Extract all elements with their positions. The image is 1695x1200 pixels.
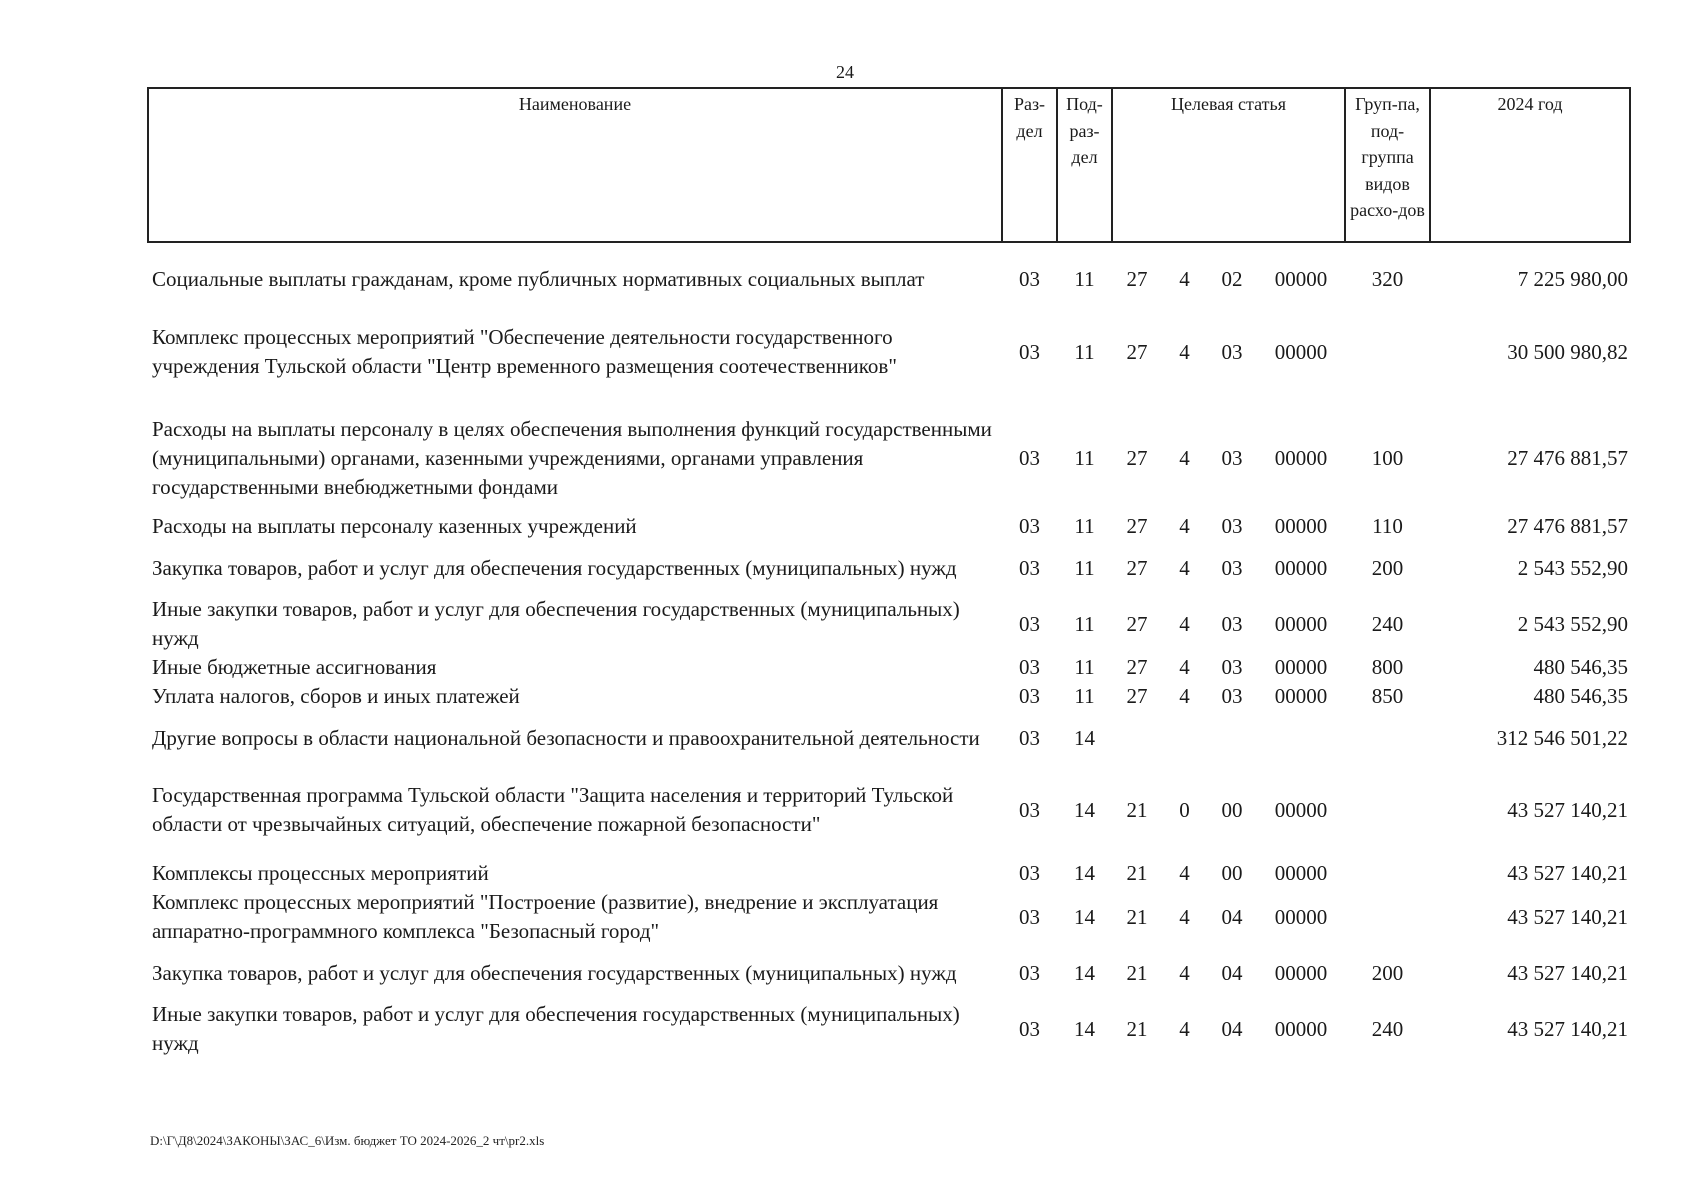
row-cs4: 00000 [1274, 960, 1328, 985]
row-cs2: 4 [1179, 339, 1190, 364]
table-row [148, 711, 1630, 765]
row-podrazdel: 14 [1074, 725, 1095, 750]
row-cs2: 4 [1179, 960, 1190, 985]
row-podrazdel: 11 [1074, 267, 1095, 291]
row-amount: 480 546,35 [1533, 684, 1629, 708]
row-cs3: 03 [1221, 684, 1243, 708]
header-year: 2024 год [1430, 88, 1630, 242]
row-cs4: 00000 [1274, 904, 1328, 929]
row-name: Государственная программа Тульской области "Защита населения и территорий Тульской области от чрезвычайных ситуаций, обеспечение пожарной безопасности" [152, 783, 954, 836]
row-amount: 480 546,35 [1533, 655, 1629, 679]
row-podrazdel: 11 [1074, 684, 1095, 708]
row-group: 850 [1371, 684, 1404, 708]
row-name: Уплата налогов, сборов и иных платежей [152, 684, 520, 708]
row-amount: 2 543 552,90 [1517, 555, 1629, 580]
row-name: Комплексы процессных мероприятий [152, 861, 489, 885]
row-razdel: 03 [1019, 1016, 1040, 1041]
row-amount: 43 527 140,21 [1507, 797, 1629, 822]
row-podrazdel: 11 [1074, 445, 1095, 470]
row-cs2: 4 [1179, 445, 1190, 470]
row-razdel: 03 [1019, 684, 1040, 708]
row-cs1: 21 [1126, 797, 1148, 822]
row-cs3 [1207, 711, 1257, 765]
row-cs1: 21 [1126, 1016, 1148, 1041]
row-cs1: 27 [1126, 611, 1148, 636]
table-row [148, 946, 1630, 1000]
table-row [148, 398, 1630, 506]
row-cs4 [1257, 711, 1345, 765]
row-name: Расходы на выплаты персоналу казенных учреждений [152, 514, 637, 538]
row-amount: 43 527 140,21 [1507, 1016, 1629, 1041]
row-cs3: 02 [1221, 267, 1243, 291]
row-cs2: 4 [1179, 267, 1190, 291]
row-razdel: 03 [1019, 960, 1040, 985]
row-cs2: 4 [1179, 514, 1190, 538]
row-group: 100 [1371, 445, 1404, 470]
row-cs1: 21 [1126, 960, 1148, 985]
row-podrazdel: 11 [1074, 339, 1095, 364]
budget-table [147, 87, 1631, 1058]
table-row [148, 306, 1630, 398]
row-amount: 312 546 501,22 [1496, 725, 1629, 750]
row-cs3: 00 [1221, 797, 1243, 822]
row-group [1345, 888, 1430, 946]
row-cs3: 00 [1221, 861, 1243, 885]
table-row [148, 682, 1630, 711]
row-cs4: 00000 [1274, 555, 1328, 580]
row-podrazdel: 11 [1074, 655, 1095, 679]
row-razdel: 03 [1019, 655, 1040, 679]
row-cs2: 4 [1179, 1016, 1190, 1041]
table-row [148, 1000, 1630, 1058]
row-name: Социальные выплаты гражданам, кроме публичных нормативных социальных выплат [152, 267, 925, 291]
header-name: Наименование [148, 88, 1002, 242]
row-name: Иные бюджетные ассигнования [152, 655, 437, 679]
row-podrazdel: 14 [1074, 904, 1095, 929]
row-cs4: 00000 [1274, 1016, 1328, 1041]
row-cs1: 27 [1126, 514, 1148, 538]
table-row [148, 765, 1630, 845]
row-amount: 7 225 980,00 [1517, 267, 1629, 291]
table-row [148, 506, 1630, 541]
row-group: 200 [1371, 960, 1404, 985]
row-cs1: 27 [1126, 555, 1148, 580]
row-group: 110 [1372, 514, 1403, 538]
row-cs1: 27 [1126, 267, 1148, 291]
row-cs2: 4 [1179, 684, 1190, 708]
row-razdel: 03 [1019, 797, 1040, 822]
row-cs1: 21 [1126, 861, 1148, 885]
row-amount: 2 543 552,90 [1517, 611, 1629, 636]
row-amount: 27 476 881,57 [1507, 514, 1629, 538]
table-row [148, 888, 1630, 946]
table-header [148, 88, 1630, 242]
row-name: Комплекс процессных мероприятий "Обеспечение деятельности государственного учреждения Тульской области "Центр временного размещения соотечественников" [152, 325, 897, 378]
row-razdel: 03 [1019, 904, 1040, 929]
table-row [148, 541, 1630, 595]
row-razdel: 03 [1019, 445, 1040, 470]
row-razdel: 03 [1019, 861, 1040, 885]
row-cs1 [1112, 711, 1162, 765]
row-cs4: 00000 [1274, 514, 1328, 538]
table-row [148, 653, 1630, 682]
row-name: Расходы на выплаты персоналу в целях обеспечения выполнения функций государственными (муниципальными) органами, казенными учреждениями, органами управления государственными внебюджетными фондами [152, 416, 992, 499]
row-group [1345, 765, 1430, 845]
row-name: Закупка товаров, работ и услуг для обеспечения государственных (муниципальных) нужд [152, 960, 957, 985]
row-amount: 43 527 140,21 [1507, 861, 1629, 885]
row-cs3: 04 [1221, 960, 1243, 985]
row-cs2: 4 [1179, 611, 1190, 636]
row-cs4: 00000 [1274, 797, 1328, 822]
row-cs1: 27 [1126, 445, 1148, 470]
row-razdel: 03 [1019, 514, 1040, 538]
row-podrazdel: 14 [1074, 861, 1095, 885]
row-cs4: 00000 [1274, 861, 1328, 885]
row-group: 800 [1371, 655, 1404, 679]
row-cs1: 27 [1126, 684, 1148, 708]
row-podrazdel: 14 [1074, 960, 1095, 985]
row-name: Закупка товаров, работ и услуг для обеспечения государственных (муниципальных) нужд [152, 555, 957, 580]
row-group: 240 [1371, 611, 1404, 636]
row-amount: 27 476 881,57 [1507, 445, 1629, 470]
row-razdel: 03 [1019, 725, 1040, 750]
row-name: Другие вопросы в области национальной безопасности и правоохранительной деятельности [152, 725, 980, 750]
row-cs2: 0 [1179, 797, 1190, 822]
row-podrazdel: 14 [1074, 797, 1095, 822]
row-amount: 43 527 140,21 [1507, 960, 1629, 985]
row-cs4: 00000 [1274, 445, 1328, 470]
row-razdel: 03 [1019, 339, 1040, 364]
row-cs3: 03 [1221, 339, 1243, 364]
row-podrazdel: 11 [1074, 555, 1095, 580]
row-cs4: 00000 [1274, 339, 1328, 364]
row-amount: 30 500 980,82 [1507, 339, 1629, 364]
row-cs2 [1162, 711, 1207, 765]
row-group: 240 [1371, 1016, 1404, 1041]
row-cs4: 00000 [1274, 267, 1328, 291]
row-cs4: 00000 [1274, 655, 1328, 679]
page-number: 24 [836, 62, 854, 82]
row-name: Иные закупки товаров, работ и услуг для обеспечения государственных (муниципальных) нужд [152, 597, 960, 650]
row-cs3: 03 [1221, 555, 1243, 580]
row-cs2: 4 [1179, 655, 1190, 679]
row-group [1345, 306, 1430, 398]
row-cs2: 4 [1179, 555, 1190, 580]
row-cs3: 04 [1221, 1016, 1243, 1041]
table-row [148, 595, 1630, 653]
table-body [148, 242, 1630, 1058]
row-razdel: 03 [1019, 555, 1040, 580]
row-cs2: 4 [1179, 904, 1190, 929]
row-name: Иные закупки товаров, работ и услуг для обеспечения государственных (муниципальных) нужд [152, 1002, 960, 1055]
row-cs3: 04 [1221, 904, 1243, 929]
row-podrazdel: 11 [1074, 611, 1095, 636]
row-cs3: 03 [1221, 445, 1243, 470]
table-row [148, 242, 1630, 306]
row-amount: 43 527 140,21 [1507, 904, 1629, 929]
table-row [148, 845, 1630, 888]
row-group [1345, 711, 1430, 765]
row-cs1: 27 [1126, 339, 1148, 364]
row-cs4: 00000 [1274, 684, 1328, 708]
row-cs4: 00000 [1274, 611, 1328, 636]
row-cs3: 03 [1221, 514, 1243, 538]
header-razdel: Раз-дел [1002, 88, 1057, 242]
row-podrazdel: 14 [1074, 1016, 1095, 1041]
row-cs3: 03 [1221, 655, 1243, 679]
row-razdel: 03 [1019, 267, 1040, 291]
row-podrazdel: 11 [1074, 514, 1095, 538]
row-cs2: 4 [1179, 861, 1190, 885]
row-group [1345, 845, 1430, 888]
header-target: Целевая статья [1112, 88, 1345, 242]
row-group: 200 [1371, 555, 1404, 580]
row-razdel: 03 [1019, 611, 1040, 636]
row-name: Комплекс процессных мероприятий "Построение (развитие), внедрение и эксплуатация аппаратно-программного комплекса "Безопасный город" [152, 890, 939, 943]
header-group: Груп-па, под-группа видов расхо-дов [1345, 88, 1430, 242]
row-cs3: 03 [1221, 611, 1243, 636]
row-cs1: 21 [1126, 904, 1148, 929]
footer-file-path: D:\Г\Д8\2024\ЗАКОНЫ\ЗАС_6\Изм. бюджет ТО 2024-2026_2 чт\pr2.xls [150, 1133, 545, 1148]
row-cs1: 27 [1126, 655, 1148, 679]
header-podrazdel: Под-раз-дел [1057, 88, 1112, 242]
row-group: 320 [1371, 267, 1404, 291]
